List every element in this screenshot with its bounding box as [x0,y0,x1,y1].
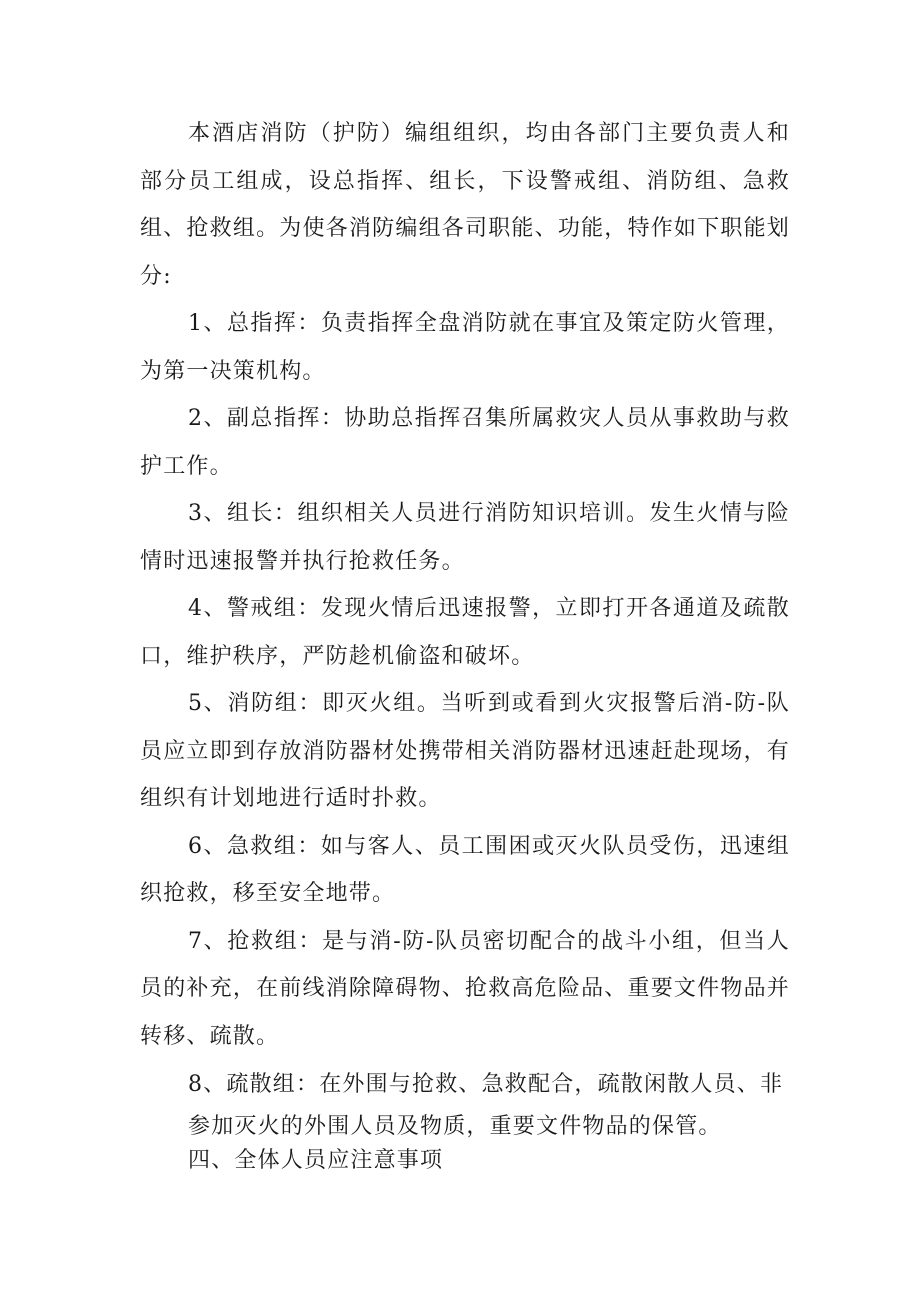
item-evacuation-group-line2: 参加灭火的外围人员及物质，重要文件物品的保管。 [188,1114,722,1139]
item-commander: 1、总指挥：负责指挥全盘消防就在事宜及策定防火管理，为第一决策机构。 [140,311,790,384]
item-firefighting-group: 5、消防组：即灭火组。当听到或看到火灾报警后消-防-队员应立即到存放消防器材处携带相关消防器材迅速赶赴现场，有组织有计划地进行适时扑救。 [140,691,790,811]
item-evacuation-group-line1: 8、疏散组：在外围与抢救、急救配合，疏散闲散人员、非 [188,1072,784,1097]
item-first-aid-group: 6、急救组：如与客人、员工围困或灭火队员受伤，迅速组织抢救，移至安全地带。 [140,833,790,906]
section-heading: 四、全体人员应注意事项 [188,1148,444,1173]
item-alert-group: 4、警戒组：发现火情后迅速报警，立即打开各通道及疏散口，维护秩序，严防趁机偷盗和破坏。 [140,596,790,669]
intro-paragraph: 本酒店消防（护防）编组组织，均由各部门主要负责人和部分员工组成，设总指挥、组长，下设警戒组、消防组、急救组、抢救组。为使各消防编组各司职能、功能，特作如下职能划分: [140,121,790,289]
item-rescue-group: 7、抢救组：是与消-防-队员密切配合的战斗小组，但当人员的补充，在前线消除障碍物、抢救高危险品、重要文件物品并转移、疏散。 [140,928,790,1049]
document-body [140,110,790,1177]
item-team-leader: 3、组长：组织相关人员进行消防知识培训。发生火情与险情时迅速报警并执行抢救任务。 [140,501,790,574]
item-deputy-commander: 2、副总指挥：协助总指挥召集所属救灾人员从事救助与救护工作。 [140,406,790,479]
